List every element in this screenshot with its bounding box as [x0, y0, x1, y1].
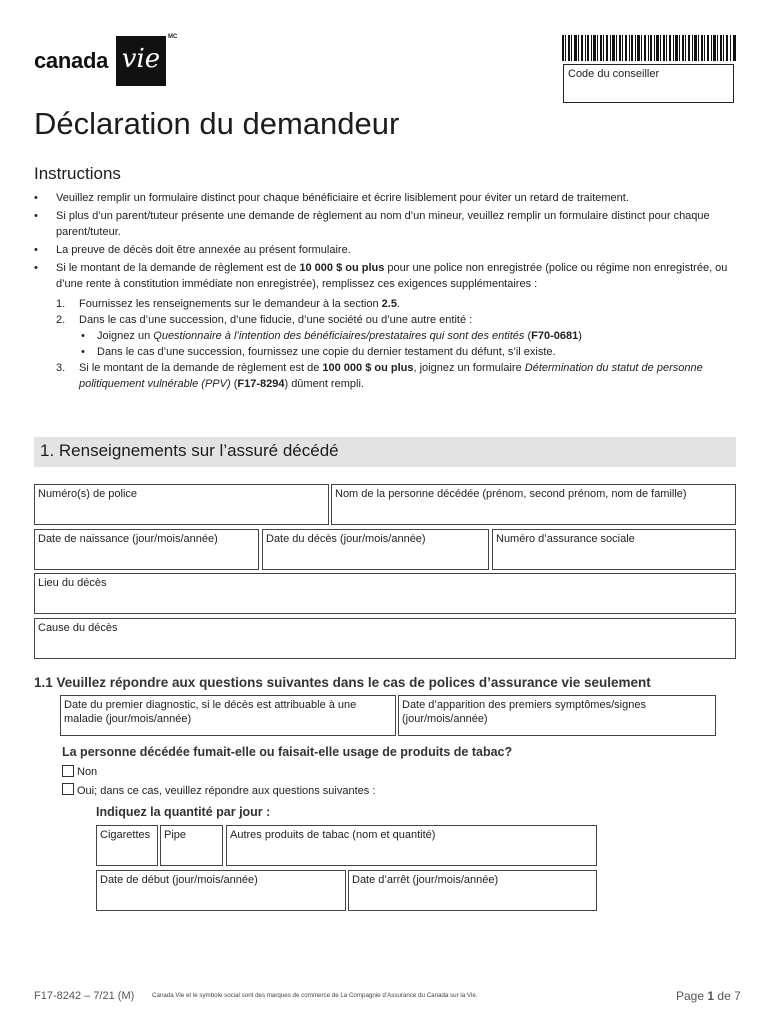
section-title: 1. Renseignements sur l’assuré décédé	[40, 441, 339, 460]
form-title: Détermination du statut de personne politiquement vulnérable (PPV)	[79, 362, 703, 390]
sub-list	[79, 328, 736, 360]
step-text: Si le montant de la demande de règlement est de	[79, 362, 323, 374]
place-of-death-field[interactable]	[34, 573, 736, 614]
step-text: Joignez un	[97, 330, 154, 342]
quantity-heading: Indiquez la quantité par jour :	[96, 805, 271, 819]
logo-trademark: MC	[168, 34, 178, 40]
field-label: Numéro d’assurance sociale	[496, 533, 635, 545]
advisor-code-label: Code du conseiller	[568, 68, 660, 80]
instructions-list	[34, 190, 734, 294]
step-text: (	[230, 378, 238, 390]
step-text: (	[524, 330, 532, 342]
list-item	[56, 312, 736, 360]
form-number: F70-0681	[531, 330, 579, 342]
instruction-text: La preuve de décès doit être annexée au présent formulaire.	[56, 244, 351, 256]
bullet-icon: •	[34, 262, 38, 274]
instruction-text: Veuillez remplir un formulaire distinct pour chaque bénéficiaire et écrire lisiblement pour éviter un retard de traitement.	[56, 192, 629, 204]
field-label: Date d’apparition des premiers symptômes/signes (jour/mois/année)	[402, 699, 646, 725]
field-label: Autres produits de tabac (nom et quantité)	[230, 829, 436, 841]
tobacco-question: La personne décédée fumait-elle ou faisait-elle usage de produits de tabac?	[62, 745, 513, 759]
other-tobacco-field[interactable]	[226, 825, 597, 866]
advisor-code-field[interactable]	[563, 64, 734, 103]
page-current: 1	[707, 989, 715, 1003]
cigarettes-field[interactable]	[96, 825, 158, 866]
instruction-text: Si le montant de la demande de règlement est de	[56, 262, 300, 274]
policy-number-field[interactable]	[34, 484, 329, 525]
birth-date-field[interactable]	[34, 529, 259, 570]
field-label: Date de naissance (jour/mois/année)	[38, 533, 218, 545]
field-label: Date du décès (jour/mois/année)	[266, 533, 426, 545]
option-yes-checkbox[interactable]	[62, 783, 74, 795]
bullet-icon: •	[81, 346, 85, 358]
instructions-heading: Instructions	[34, 164, 121, 183]
instruction-amount: 10 000 $ ou plus	[299, 262, 385, 274]
bullet-icon: •	[34, 244, 38, 256]
start-date-field[interactable]	[96, 870, 346, 911]
field-label: Date du premier diagnostic, si le décès est attribuable à une maladie (jour/mois/année)	[64, 699, 357, 725]
logo-mark: vie	[116, 36, 166, 86]
form-title: Questionnaire à l’intention des bénéficiaires/prestataires qui sont des entités	[153, 330, 525, 342]
list-item	[34, 260, 734, 292]
step-number: 2.	[56, 314, 66, 326]
step-text: , joignez un formulaire	[413, 362, 525, 374]
deceased-name-field[interactable]	[331, 484, 736, 525]
step-amount: 100 000 $ ou plus	[322, 362, 414, 374]
step-number: 3.	[56, 362, 66, 374]
list-item	[34, 242, 734, 258]
list-item	[56, 360, 736, 392]
bullet-icon: •	[81, 330, 85, 342]
field-label: Cause du décès	[38, 622, 118, 634]
subsection-title: 1.1 Veuillez répondre aux questions suivantes dans le cas de polices d’assurance vie seulement	[34, 675, 651, 690]
page-title: Déclaration du demandeur	[34, 106, 400, 141]
list-item	[79, 344, 736, 360]
stop-date-field[interactable]	[348, 870, 597, 911]
step-text: Fournissez les renseignements sur le demandeur à la section	[79, 298, 382, 310]
page-total: 7	[734, 989, 741, 1003]
instruction-text: pour une police non enregistrée (police ou régime non enregistrée, ou d’une rente à constitution immédiate non enregistrée), remplissez ces exigences supplémentaires :	[56, 262, 728, 290]
step-number: 1.	[56, 298, 66, 310]
list-item	[79, 328, 736, 344]
step-text: .	[396, 298, 401, 310]
field-label: Lieu du décès	[38, 577, 107, 589]
field-label: Cigarettes	[100, 829, 151, 841]
diagnosis-date-field[interactable]	[60, 695, 396, 736]
page-label: Page	[676, 989, 705, 1003]
barcode-icon	[562, 35, 736, 61]
step-text: ) dûment rempli.	[284, 378, 364, 390]
field-label: Date de début (jour/mois/année)	[100, 874, 258, 886]
symptoms-date-field[interactable]	[398, 695, 716, 736]
step-text: )	[578, 330, 582, 342]
step-text: Dans le cas d’une succession, fournissez une copie du dernier testament du défunt, s’il existe.	[97, 346, 556, 358]
list-item	[34, 208, 734, 240]
field-label: Date d’arrêt (jour/mois/année)	[352, 874, 499, 886]
step-text: Dans le cas d’une succession, d’une fiducie, d’une société ou d’une autre entité :	[79, 314, 473, 326]
sin-field[interactable]	[492, 529, 736, 570]
requirements-list	[56, 296, 736, 392]
list-item	[34, 190, 734, 206]
logo-wordmark: canada	[34, 48, 109, 73]
page-of: de	[717, 989, 731, 1003]
bullet-icon: •	[34, 192, 38, 204]
field-label: Numéro(s) de police	[38, 488, 138, 500]
step-section-ref: 2.5	[381, 298, 397, 310]
field-label: Pipe	[164, 829, 187, 841]
form-number: F17-8242 – 7/21 (M)	[34, 990, 135, 1002]
list-item	[56, 296, 736, 312]
legal-notice: Canada Vie et le symbole social sont des marques de commerce de La Compagnie d’Assurance du Canada sur la Vie.	[152, 992, 478, 999]
bullet-icon: •	[34, 210, 38, 222]
pipe-field[interactable]	[160, 825, 223, 866]
option-yes-label: Oui; dans ce cas, veuillez répondre aux questions suivantes :	[77, 785, 376, 797]
field-label: Nom de la personne décédée (prénom, second prénom, nom de famille)	[335, 488, 687, 500]
page-indicator	[676, 989, 741, 1003]
instruction-text: Si plus d’un parent/tuteur présente une demande de règlement au nom d’un mineur, veuillez remplir un formulaire distinct pour chaque parent/tuteur.	[56, 210, 710, 238]
cause-of-death-field[interactable]	[34, 618, 736, 659]
option-no-label: Non	[77, 766, 98, 778]
form-number: F17-8294	[237, 378, 285, 390]
death-date-field[interactable]	[262, 529, 489, 570]
option-no-checkbox[interactable]	[62, 765, 74, 777]
